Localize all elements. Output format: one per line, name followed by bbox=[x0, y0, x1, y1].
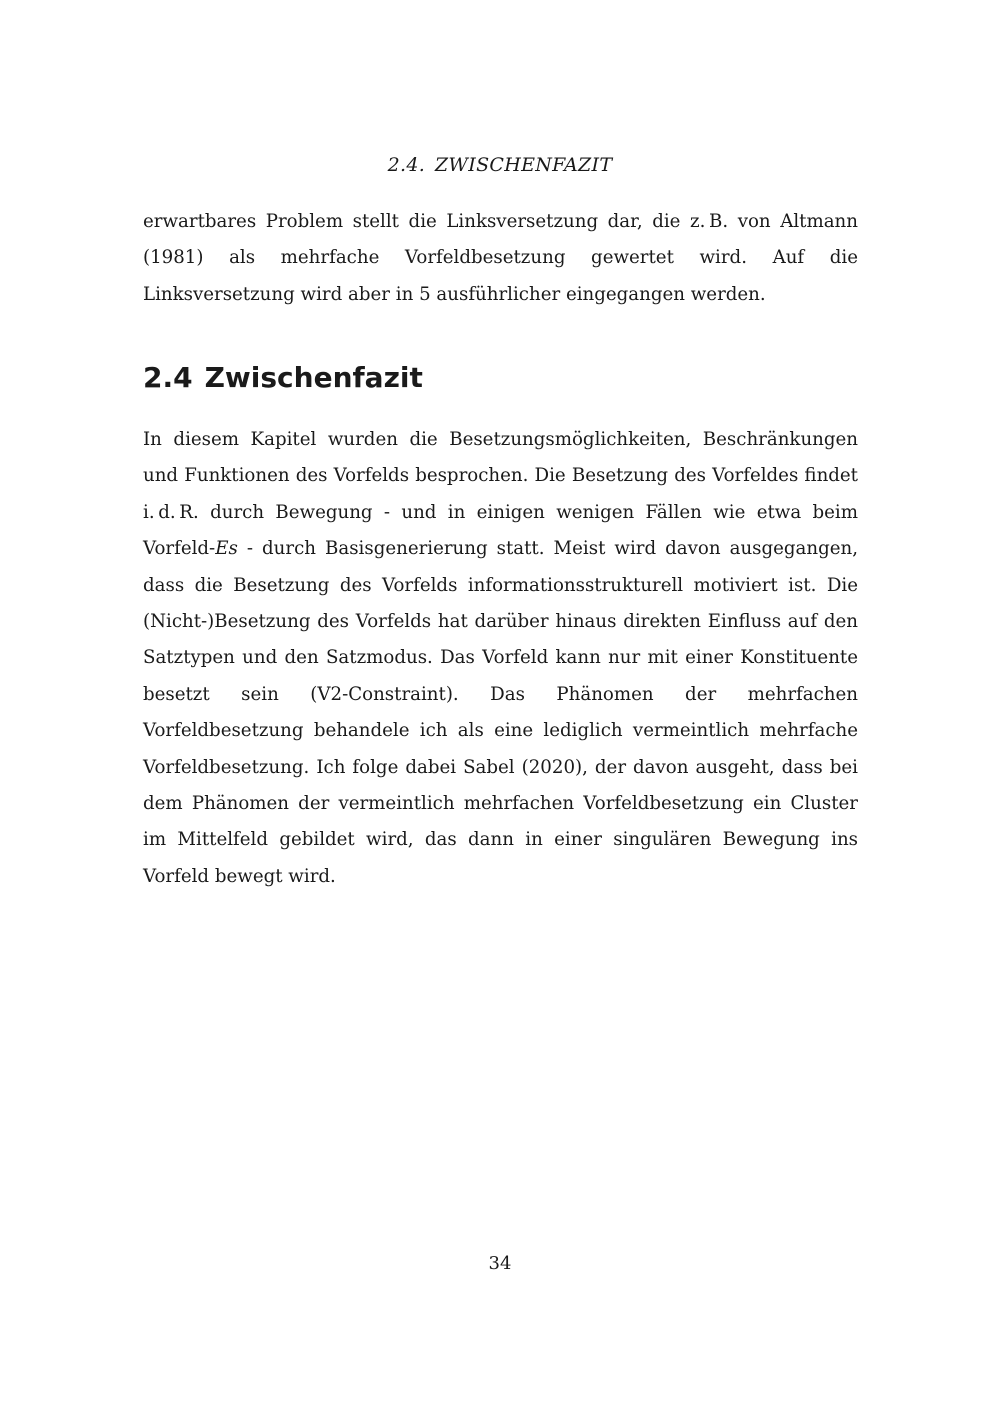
section-heading bbox=[143, 358, 423, 398]
italic-term: Es bbox=[215, 538, 238, 560]
section-title: Zwischenfazit bbox=[204, 361, 423, 394]
section-number: 2.4 bbox=[143, 361, 193, 394]
continued-paragraph: erwartbares Problem stellt die Linksversetzung dar, die z. B. von Altmann (1981) als mehrfache Vorfeldbesetzung gewertet wird. Auf die Linksversetzung wird aber in 5 ausführlicher eingegangen werden. bbox=[143, 211, 858, 305]
summary-paragraph bbox=[143, 422, 858, 895]
running-head: 2.4. ZWISCHENFAZIT bbox=[387, 154, 613, 176]
summary-text-part-1: In diesem Kapitel wurden die Besetzungsmöglichkeiten, Beschränkungen und Funktionen des Vorfelds besprochen. Die Besetzung des Vorfeldes findet i. d. R. durch Bewegung - und in einigen wenigen Fällen wie etwa beim Vorfeld- bbox=[143, 429, 858, 560]
summary-text-part-2: - durch Basisgenerierung statt. Meist wird davon ausgegangen, dass die Besetzung des Vorfelds informationsstrukturell motiviert ist. Die (Nicht-)Besetzung des Vorfelds hat darüber hinaus direkten Einfluss auf den Satztypen und den Satzmodus. Das Vorfeld kann nur mit einer Konstituente besetzt sein (V2-Constraint). Das Phänomen der mehrfachen Vorfeldbesetzung behandele ich als eine lediglich vermeintlich mehrfache Vorfeldbesetzung. Ich folge dabei Sabel (2020), der davon ausgeht, dass bei dem Phänomen der vermeintlich mehrfachen Vorfeldbesetzung ein Cluster im Mittelfeld gebildet wird, das dann in einer singulären Bewegung ins Vorfeld bewegt wird. bbox=[143, 538, 858, 887]
page-number: 34 bbox=[488, 1253, 512, 1274]
